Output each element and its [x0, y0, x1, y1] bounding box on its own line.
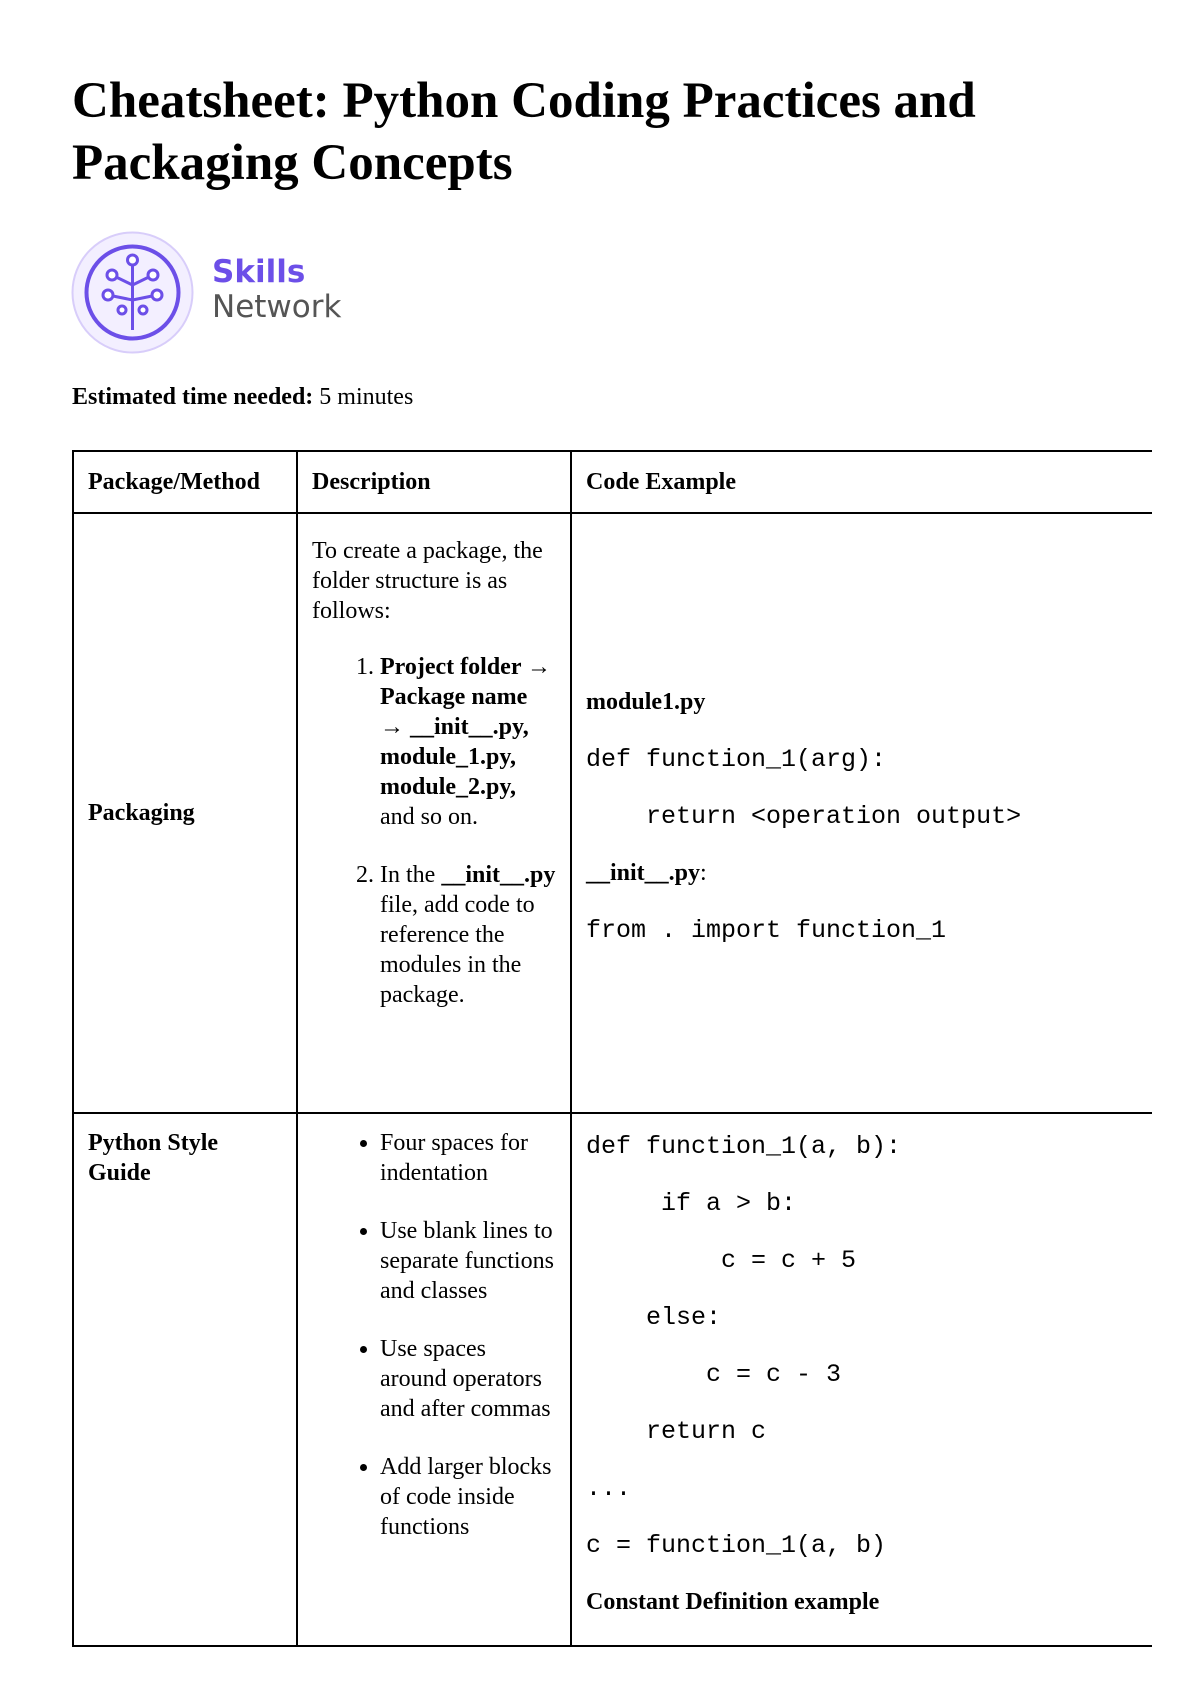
style-bullet: • Use blank lines to separate functions and classes: [380, 1216, 556, 1306]
packaging-intro: To create a package, the folder structure is as follows:: [312, 538, 543, 624]
code-line: c = c - 3: [586, 1360, 842, 1389]
style-guide-description: [297, 1113, 571, 1646]
packaging-name: Packaging: [73, 513, 297, 1113]
packaging-description: [297, 513, 571, 1113]
style-guide-bullets: [312, 1128, 556, 1542]
code-line: def function_1(a, b):: [586, 1132, 902, 1161]
cheatsheet-table: [72, 450, 1152, 1647]
style-guide-name: Python Style Guide: [73, 1113, 297, 1646]
packaging-step-2-b: file, add code to reference the modules in the package.: [380, 892, 535, 1008]
header-package-method: Package/Method: [73, 451, 297, 513]
code-line: ...: [586, 1474, 632, 1503]
packaging-step-2-a: In the: [380, 862, 442, 888]
estimated-time: [72, 384, 413, 411]
header-description: Description: [297, 451, 571, 513]
constant-definition-heading: Constant Definition example: [586, 1589, 880, 1615]
code-line: def function_1(arg):: [586, 745, 887, 774]
table-header-row: [73, 451, 1152, 513]
code-line: else:: [586, 1303, 722, 1332]
code-line: return <operation output>: [586, 802, 1022, 831]
code-file-module1: module1.py: [586, 689, 706, 715]
style-bullet: • Add larger blocks of code inside functions: [380, 1452, 556, 1542]
logo-network: Network: [212, 289, 342, 325]
header-code-example: Code Example: [571, 451, 1152, 513]
code-file-init: [586, 845, 1138, 902]
skills-network-logo-icon: [70, 230, 195, 355]
code-file-init-name: __init__.py: [586, 860, 701, 886]
table-row-style-guide: [73, 1113, 1152, 1646]
packaging-step-1: [380, 652, 556, 832]
packaging-steps: [312, 652, 556, 1010]
packaging-step-2-bold: __init__.py: [441, 862, 556, 888]
code-file-init-suffix: :: [700, 860, 707, 886]
style-bullet: • Four spaces for indentation: [380, 1128, 556, 1188]
estimated-time-value: 5 minutes: [313, 384, 414, 410]
packaging-step-1-rest: and so on.: [380, 804, 478, 830]
packaging-step-1-bold: Project folder → Package name → __init__.py, module_1.py, module_2.py,: [380, 654, 552, 800]
code-line: c = function_1(a, b): [586, 1531, 887, 1560]
packaging-step-2: [380, 860, 556, 1010]
page-title: Cheatsheet: Python Coding Practices and Packaging Concepts: [72, 73, 976, 191]
style-bullet: • Use spaces around operators and after commas: [380, 1334, 556, 1424]
code-line: from . import function_1: [586, 916, 947, 945]
packaging-code: [571, 513, 1152, 1113]
style-guide-code: [571, 1113, 1152, 1646]
table-row-packaging: [73, 513, 1152, 1113]
code-line: c = c + 5: [586, 1246, 857, 1275]
cheatsheet-table-container: [72, 450, 1152, 1698]
logo-skills: Skills: [212, 254, 306, 290]
code-line: return c: [586, 1417, 767, 1446]
code-line: if a > b:: [586, 1189, 797, 1218]
logo-wordmark: [212, 255, 341, 325]
estimated-time-label: Estimated time needed:: [72, 384, 314, 410]
